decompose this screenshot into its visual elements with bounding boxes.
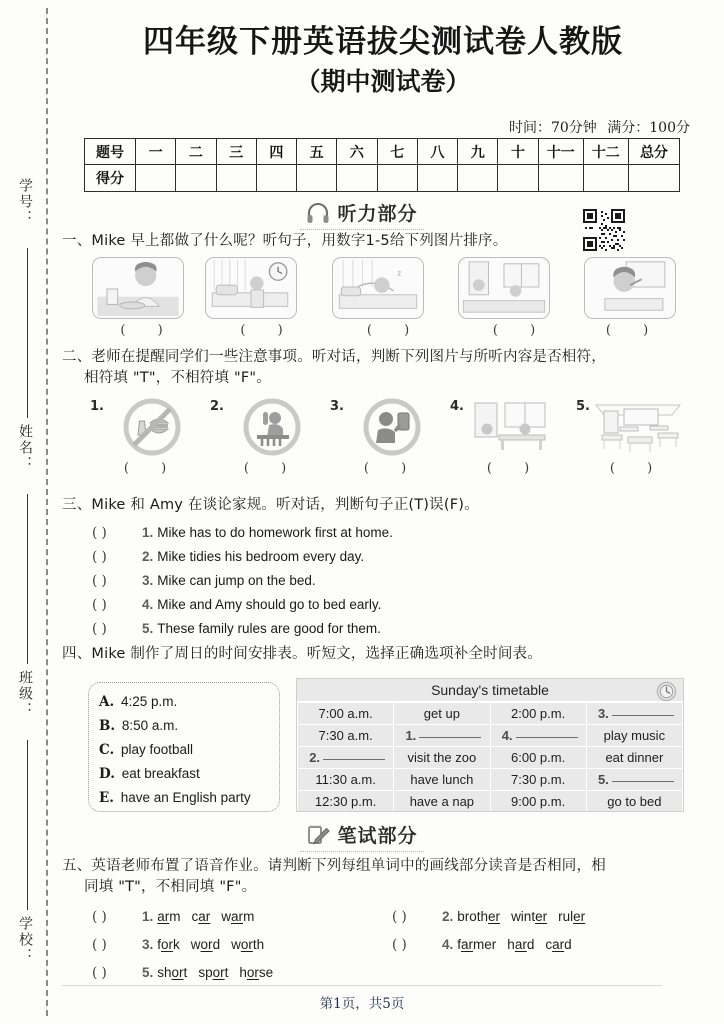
margin-label-school: 学校： <box>18 916 34 964</box>
page-subtitle: （期中测试卷） <box>295 67 471 96</box>
question-2-answer-5[interactable]: ( ) <box>609 461 667 476</box>
picture-boy-brushing-teeth <box>584 257 676 319</box>
written-section-label: 笔试部分 <box>337 825 418 847</box>
empty-classroom-icon <box>590 397 686 457</box>
question-1-answer-1[interactable]: ( ) <box>120 323 177 338</box>
question-2-heading-line2: 相符填 "T"，不相符填 "F"。 <box>84 370 271 386</box>
question-4-option-b[interactable] <box>99 714 269 738</box>
classroom-students-icon <box>467 397 563 457</box>
question-2-answer-1[interactable]: ( ) <box>123 461 181 476</box>
tt-r1c4-blank[interactable]: 3. <box>586 703 682 725</box>
question-3-num-3: 3. <box>142 573 154 588</box>
question-1-answer-2[interactable]: ( ) <box>240 323 297 338</box>
option-d-text: eat breakfast <box>121 766 200 781</box>
question-2-icon-row <box>92 397 698 476</box>
picture-boy-eating-breakfast <box>92 257 184 319</box>
notepad-pencil-icon <box>306 824 330 846</box>
question-3-num-5: 5. <box>142 621 154 636</box>
exam-duration: 时间：70分钟 <box>508 120 597 136</box>
question-3-blank-1[interactable]: ( ) <box>92 525 107 541</box>
tt-r5c1: 12:30 p.m. <box>298 791 394 813</box>
footer-divider <box>62 985 662 986</box>
question-5-heading-line2: 同填 "T"，不相同填 "F"。 <box>84 879 257 895</box>
margin-label-class: 班级： <box>18 670 34 718</box>
q5-w1-2: brother <box>457 909 501 924</box>
score-table <box>84 138 680 192</box>
no-phone-icon <box>361 397 423 457</box>
q5-w1-4: farmer <box>457 937 497 952</box>
score-value-total[interactable] <box>628 165 679 192</box>
margin-label-name: 姓名： <box>18 424 34 472</box>
question-2-item-4[interactable] <box>452 397 578 476</box>
clock-icon <box>656 681 677 702</box>
table-row <box>298 703 683 725</box>
tt-r2c1: 7:30 a.m. <box>298 725 394 747</box>
question-2-num-1: 1. <box>90 399 104 414</box>
question-5-column-left <box>92 903 284 987</box>
question-2-answer-2[interactable]: ( ) <box>243 461 301 476</box>
score-col-2: 二 <box>176 139 216 165</box>
score-col-6: 六 <box>337 139 377 165</box>
fold-dashed-line <box>46 8 48 1016</box>
question-3-blank-2[interactable]: ( ) <box>92 549 107 565</box>
score-col-1: 一 <box>135 139 175 165</box>
score-table-row-label-1: 题号 <box>85 139 136 165</box>
option-e-letter: E. <box>99 790 114 806</box>
tt-r2c4: play music <box>586 725 682 747</box>
question-3-blank-5[interactable]: ( ) <box>92 621 107 637</box>
tt-r3c2: visit the zoo <box>394 747 490 769</box>
q5-w1-5: short <box>157 965 188 980</box>
question-2-heading <box>62 347 690 389</box>
question-5-blank-1[interactable]: ( ) <box>92 909 107 925</box>
score-col-4: 四 <box>256 139 296 165</box>
question-3-blank-3[interactable]: ( ) <box>92 573 107 589</box>
page-footer: 第1页，共5页 <box>319 996 405 1012</box>
table-row <box>298 725 683 747</box>
margin-rule-2 <box>27 494 28 664</box>
score-col-11: 十一 <box>538 139 583 165</box>
question-3-item-2[interactable] <box>92 545 692 569</box>
written-section-banner <box>0 821 724 851</box>
question-3-item-4[interactable] <box>92 593 692 617</box>
score-col-12: 十二 <box>583 139 628 165</box>
q5-w2-4: hard <box>507 937 535 952</box>
svg-text:z: z <box>397 268 402 278</box>
question-2-item-3[interactable] <box>332 397 452 476</box>
question-1-picture-row <box>92 257 684 338</box>
question-2-num-4: 4. <box>450 399 464 414</box>
q5-w2-5: sport <box>198 965 229 980</box>
option-e-text: have an English party <box>120 790 251 805</box>
timetable-grid <box>297 702 683 812</box>
q5-w2-3: word <box>190 937 221 952</box>
question-2-num-5: 5. <box>576 399 590 414</box>
question-1-answer-3[interactable]: ( ) <box>366 323 424 338</box>
written-banner-underline <box>300 851 423 852</box>
tt-r2c3-blank[interactable]: 4. <box>490 725 586 747</box>
score-value-6[interactable] <box>337 165 377 192</box>
question-1-item-2[interactable] <box>205 257 332 338</box>
question-5-column-right <box>392 903 596 959</box>
tt-r3c4: eat dinner <box>586 747 682 769</box>
sunday-timetable <box>296 678 684 812</box>
raise-hand-icon <box>241 397 303 457</box>
question-5-num-4: 4. <box>442 937 454 952</box>
option-b-text: 8:50 a.m. <box>121 718 179 733</box>
question-5-num-1: 1. <box>142 909 154 924</box>
q5-w3-4: card <box>545 937 572 952</box>
question-3-num-1: 1. <box>142 525 154 540</box>
score-value-5[interactable] <box>297 165 337 192</box>
question-2-item-2[interactable] <box>212 397 332 476</box>
question-5-num-2: 2. <box>442 909 454 924</box>
option-a-letter: A. <box>99 694 115 710</box>
q5-w3-3: worth <box>231 937 265 952</box>
question-3-text-2: Mike tidies his bedroom every day. <box>157 549 365 564</box>
question-5-num-5: 5. <box>142 965 154 980</box>
question-1-item-1[interactable] <box>92 257 205 338</box>
question-5-blank-3[interactable]: ( ) <box>92 937 107 953</box>
exam-total-score: 满分：100分 <box>607 120 690 136</box>
question-1-item-3[interactable] <box>332 257 458 338</box>
question-5-item-1[interactable] <box>92 903 284 931</box>
exam-meta <box>503 117 690 137</box>
option-b-letter: B. <box>99 718 116 734</box>
tt-r3c1-blank[interactable]: 2. <box>298 747 394 769</box>
score-value-11[interactable] <box>538 165 583 192</box>
margin-strip <box>0 0 58 1024</box>
option-c-text: play football <box>120 742 194 757</box>
question-3-text-4: Mike and Amy should go to bed early. <box>157 597 382 612</box>
score-col-7: 七 <box>377 139 417 165</box>
score-value-8[interactable] <box>417 165 457 192</box>
question-1-item-4[interactable] <box>458 257 584 338</box>
question-2-num-2: 2. <box>210 399 224 414</box>
page-title: 四年级下册英语拔尖测试卷人教版 <box>143 24 623 60</box>
question-4-option-a[interactable] <box>99 690 269 714</box>
question-5-item-4[interactable] <box>392 931 596 959</box>
picture-boy-sleeping <box>332 257 424 319</box>
q5-w1-1: arm <box>157 909 181 924</box>
score-col-total: 总分 <box>628 139 679 165</box>
q5-w2-1: car <box>191 909 211 924</box>
score-value-12[interactable] <box>583 165 628 192</box>
tt-r1c2: get up <box>394 703 490 725</box>
score-table-value-row <box>85 165 680 192</box>
score-col-3: 三 <box>216 139 256 165</box>
question-3-heading: 三、Mike 和 Amy 在谈论家规。听对话，判断句子正(T)误(F)。 <box>62 497 479 513</box>
tt-r5c3: 9:00 p.m. <box>490 791 586 813</box>
question-1-answer-5[interactable]: ( ) <box>605 323 663 338</box>
score-value-4[interactable] <box>256 165 296 192</box>
score-table-header-row <box>85 139 680 165</box>
tt-r4c3: 7:30 p.m. <box>490 769 586 791</box>
q5-w2-2: winter <box>511 909 548 924</box>
score-value-3[interactable] <box>216 165 256 192</box>
table-row <box>298 747 683 769</box>
question-5-item-3[interactable] <box>92 931 284 959</box>
question-4-options-box <box>88 682 280 812</box>
picture-boy-making-bed <box>205 257 297 319</box>
question-1-item-5[interactable] <box>584 257 684 338</box>
question-4-option-c[interactable] <box>99 738 269 762</box>
table-row <box>298 791 683 813</box>
question-5-num-3: 3. <box>142 937 154 952</box>
question-4-option-d[interactable] <box>99 762 269 786</box>
headphones-icon <box>306 202 330 224</box>
score-value-1[interactable] <box>135 165 175 192</box>
q5-w3-5: horse <box>239 965 274 980</box>
question-5-blank-2[interactable]: ( ) <box>392 909 407 925</box>
question-3-text-1: Mike has to do homework first at home. <box>157 525 393 540</box>
score-col-9: 九 <box>458 139 498 165</box>
option-d-letter: D. <box>99 766 115 782</box>
question-1-answer-4[interactable]: ( ) <box>492 323 550 338</box>
question-3-item-1[interactable] <box>92 521 692 545</box>
option-a-text: 4:25 p.m. <box>120 694 178 709</box>
tt-r5c2: have a nap <box>394 791 490 813</box>
q5-w3-1: warm <box>221 909 255 924</box>
question-5-blank-5[interactable]: ( ) <box>92 965 107 981</box>
question-3-blank-4[interactable]: ( ) <box>92 597 107 613</box>
score-value-10[interactable] <box>498 165 538 192</box>
question-4-option-e[interactable] <box>99 786 269 810</box>
question-5-item-2[interactable] <box>392 903 596 931</box>
question-3-list <box>92 521 692 641</box>
no-food-drink-icon <box>121 397 183 457</box>
tt-r1c1: 7:00 a.m. <box>298 703 394 725</box>
question-2-num-3: 3. <box>330 399 344 414</box>
question-2-answer-3[interactable]: ( ) <box>363 461 421 476</box>
picture-boy-and-girl-window <box>458 257 550 319</box>
tt-r2c2-blank[interactable]: 1. <box>394 725 490 747</box>
question-3-num-4: 4. <box>142 597 154 612</box>
tt-r3c3: 6:00 p.m. <box>490 747 586 769</box>
score-value-7[interactable] <box>377 165 417 192</box>
q5-w1-3: fork <box>157 937 180 952</box>
question-5-blank-4[interactable]: ( ) <box>392 937 407 953</box>
question-3-text-5: These family rules are good for them. <box>157 621 381 636</box>
margin-label-student-id: 学号： <box>18 178 34 226</box>
timetable-title: Sunday's timetable <box>297 679 683 702</box>
tt-r4c4-blank[interactable]: 5. <box>586 769 682 791</box>
table-row <box>298 769 683 791</box>
question-2-item-1[interactable] <box>92 397 212 476</box>
option-c-letter: C. <box>99 742 115 758</box>
tt-r4c2: have lunch <box>394 769 490 791</box>
question-5-heading-line1: 五、英语老师布置了语音作业。请判断下列每组单词中的画线部分读音是否相同，相 <box>62 858 606 874</box>
listening-section-label: 听力部分 <box>337 203 418 225</box>
question-2-answer-4[interactable]: ( ) <box>486 461 544 476</box>
tt-r5c4: go to bed <box>586 791 682 813</box>
score-table-row-label-2: 得分 <box>85 165 136 192</box>
question-3-item-5[interactable] <box>92 617 692 641</box>
question-5-item-5[interactable] <box>92 959 284 987</box>
score-value-2[interactable] <box>176 165 216 192</box>
margin-rule-1 <box>27 248 28 418</box>
question-4-heading: 四、Mike 制作了周日的时间安排表。听短文，选择正确选项补全时间表。 <box>62 646 542 662</box>
question-3-text-3: Mike can jump on the bed. <box>157 573 316 588</box>
tt-r4c1: 11:30 a.m. <box>298 769 394 791</box>
score-col-8: 八 <box>417 139 457 165</box>
tt-r1c3: 2:00 p.m. <box>490 703 586 725</box>
question-5-heading <box>62 856 698 898</box>
question-2-item-5[interactable] <box>578 397 698 476</box>
question-3-item-3[interactable] <box>92 569 692 593</box>
listening-banner-underline <box>300 229 423 230</box>
score-col-10: 十 <box>498 139 538 165</box>
q5-w3-2: ruler <box>558 909 586 924</box>
question-3-num-2: 2. <box>142 549 154 564</box>
score-col-5: 五 <box>297 139 337 165</box>
score-value-9[interactable] <box>458 165 498 192</box>
question-1-heading: 一、Mike 早上都做了什么呢？听句子，用数字1-5给下列图片排序。 <box>62 233 508 249</box>
question-2-heading-line1: 二、老师在提醒同学们一些注意事项。听对话，判断下列图片与所听内容是否相符， <box>62 349 606 365</box>
